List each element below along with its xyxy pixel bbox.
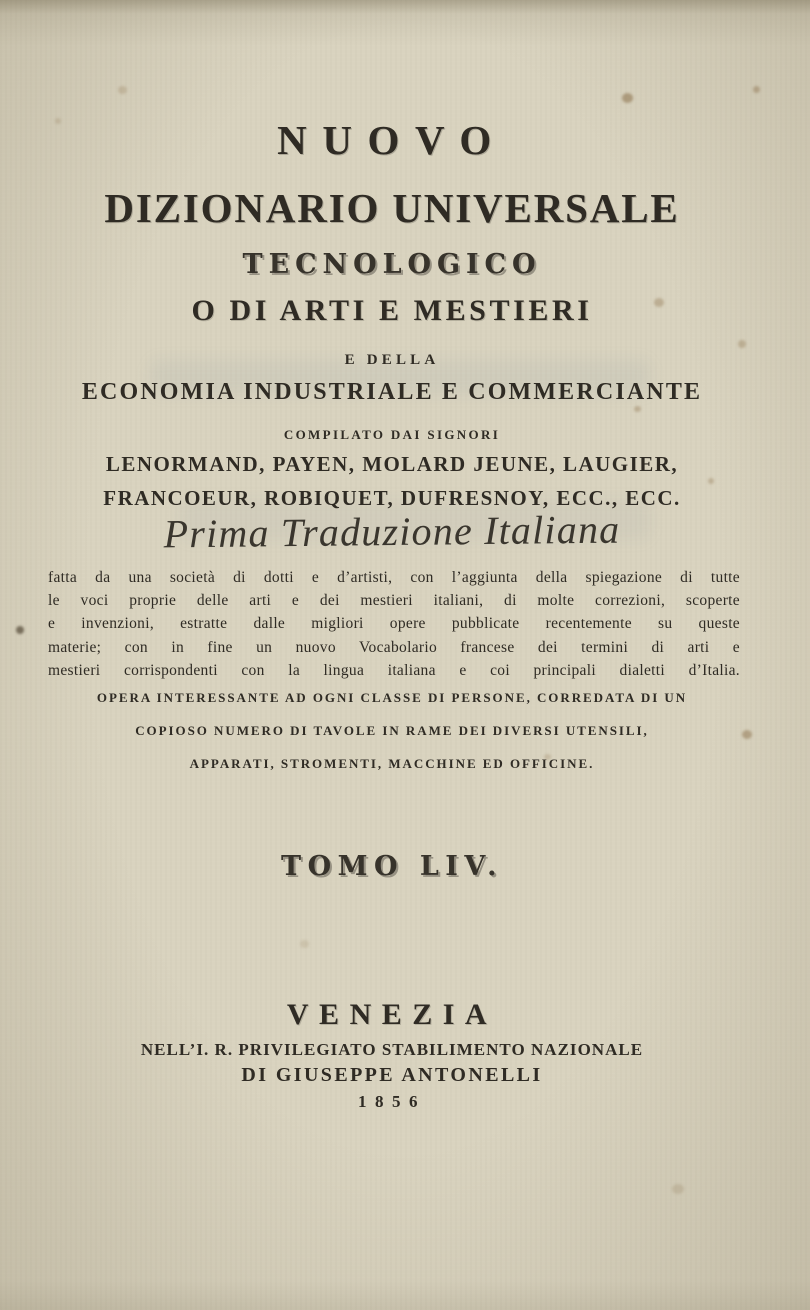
foxing-spot (742, 730, 752, 739)
imprint-year: 1856 (358, 1092, 426, 1111)
authors-line-2: FRANCOEUR, ROBIQUET, DUFRESNOY, ECC., ECC. (103, 486, 681, 510)
foxing-spot (634, 406, 641, 412)
foxing-spot (118, 86, 127, 94)
foxing-spot (738, 340, 746, 348)
description-line: mestieri corrispondenti con la lingua italiana e coi principali dialetti d’Italia. (48, 661, 740, 679)
foxing-spot (300, 940, 309, 948)
description-line: materie; con in fine un nuovo Vocabolario francese dei termini di arti e (48, 638, 740, 656)
authors-line-1: LENORMAND, PAYEN, MOLARD JEUNE, LAUGIER, (105, 452, 679, 476)
ink-speck (16, 626, 24, 634)
opera-note-line: OPERA INTERESSANTE AD OGNI CLASSE DI PERSONE, CORREDATA DI UN (96, 690, 688, 705)
subtitle-arti-e-mestieri: O DI ARTI E MESTIERI (191, 294, 593, 327)
opera-note-line: APPARATI, STROMENTI, MACCHINE ED OFFICINE. (189, 756, 595, 771)
foxing-spot (544, 754, 551, 760)
opera-note (0, 681, 784, 780)
imprint-publisher-line-2: DI GIUSEPPE ANTONELLI (241, 1064, 543, 1086)
subtitle-economia-industriale: ECONOMIA INDUSTRIALE E COMMERCIANTE (81, 379, 703, 405)
description-line: le voci proprie delle arti e dei mestieri italiani, di molte correzioni, scoperte (48, 592, 740, 610)
foxing-spot (672, 1184, 684, 1194)
compiled-by-label: COMPILATO DAI SIGNORI (283, 427, 501, 442)
title-line-nuovo: NUOVO (277, 117, 507, 163)
title-line-dizionario-universale: DIZIONARIO UNIVERSALE (104, 185, 680, 231)
translation-script-line: Prima Traduzione Italiana (163, 506, 621, 557)
imprint-city: VENEZIA (286, 998, 498, 1031)
foxing-spot (622, 93, 633, 103)
description-line: fatta da una società di dotti e d’artisti, con l’aggiunta della spiegazione di tutte (48, 569, 740, 586)
description-line: e invenzioni, estratte dalle migliori opere pubblicate recentemente su queste (48, 615, 740, 633)
volume-label: TOMO LIV. (281, 851, 503, 882)
opera-note-line: COPIOSO NUMERO DI TAVOLE IN RAME DEI DIVERSI UTENSILI, (135, 723, 649, 738)
title-line-tecnologico: TECNOLOGICO (242, 249, 542, 280)
subtitle-e-della: E DELLA (344, 352, 440, 368)
imprint-publisher-line-1: NELL’I. R. PRIVILEGIATO STABILIMENTO NAZIONALE (140, 1040, 644, 1059)
foxing-spot (753, 86, 760, 93)
foxing-spot (55, 118, 61, 124)
description-paragraph (48, 566, 740, 682)
foxing-spot (708, 478, 714, 484)
foxing-spot (654, 298, 664, 307)
